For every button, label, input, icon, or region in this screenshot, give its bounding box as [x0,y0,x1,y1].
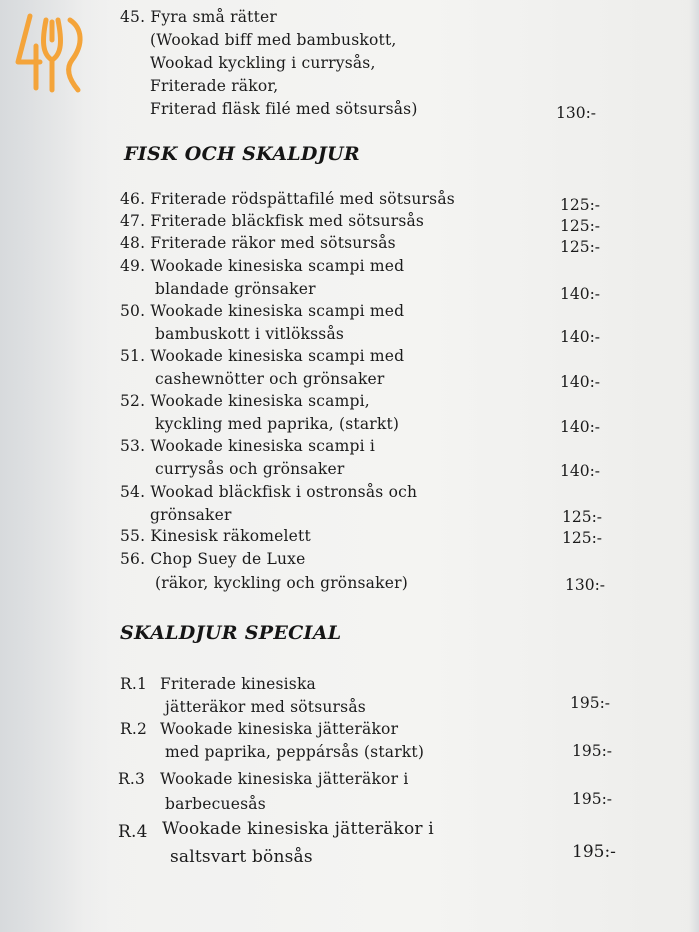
menu-item-r2-code: R.2 [120,720,148,738]
menu-item-47-price: 125:- [560,217,601,235]
menu-item-53-line-1: 53. Wookade kinesiska scampi i [120,437,376,455]
menu-item-51-price: 140:- [560,373,601,391]
section-title-fisk: FISK OCH SKALDJUR [124,143,360,165]
menu-item-45-line-4: Friterade räkor, [150,77,279,95]
menu-item-r2-line-1: Wookade kinesiska jätteräkor [160,720,399,738]
menu-item-r3-code: R.3 [118,770,146,788]
menu-item-45-price: 130:- [556,104,597,122]
menu-item-r2-line-2: med paprika, peppársås (starkt) [165,743,425,761]
menu-item-45-line-1: 45. Fyra små rätter [120,8,277,26]
menu-item-52-price: 140:- [560,418,601,436]
menu-item-r4-line-2: saltsvart bönsås [170,847,313,867]
menu-item-45-line-5: Friterad fläsk filé med sötsursås) [150,100,418,118]
menu-item-r4-code: R.4 [118,822,148,842]
menu-item-56-price: 130:- [565,576,606,594]
fork-knife-logo-icon [12,10,90,98]
menu-item-r4-price: 195:- [572,842,616,862]
menu-item-r4-line-1: Wookade kinesiska jätteräkor i [162,819,434,839]
menu-item-55: 55. Kinesisk räkomelett [120,527,311,545]
menu-item-56-line-2: (räkor, kyckling och grönsaker) [155,574,408,592]
menu-item-49-line-1: 49. Wookade kinesiska scampi med [120,257,405,275]
menu-item-49-price: 140:- [560,285,601,303]
menu-item-46-price: 125:- [560,196,601,214]
menu-item-54-line-1: 54. Wookad bläckfisk i ostronsås och [120,483,418,501]
menu-item-48: 48. Friterade räkor med sötsursås [120,234,396,252]
menu-item-48-price: 125:- [560,238,601,256]
menu-item-53-line-2: currysås och grönsaker [155,460,345,478]
menu-item-50-line-2: bambuskott i vitlökssås [155,325,345,343]
menu-item-54-line-2: grönsaker [150,506,232,524]
menu-item-r2-price: 195:- [572,742,613,760]
paper-edge [689,0,699,932]
menu-item-52-line-2: kyckling med paprika, (starkt) [155,415,400,433]
section-title-skaldjur-special: SKALDJUR SPECIAL [120,622,342,644]
menu-item-53-price: 140:- [560,462,601,480]
menu-item-52-line-1: 52. Wookade kinesiska scampi, [120,392,370,410]
menu-item-r1-line-2: jätteräkor med sötsursås [165,698,366,716]
menu-item-46: 46. Friterade rödspättafilé med sötsursås [120,190,455,208]
menu-item-50-line-1: 50. Wookade kinesiska scampi med [120,302,405,320]
menu-item-r1-code: R.1 [120,675,148,693]
paper-fold-shadow [0,0,112,932]
menu-item-51-line-1: 51. Wookade kinesiska scampi med [120,347,405,365]
menu-item-r3-price: 195:- [572,790,613,808]
menu-item-54-price: 125:- [562,508,603,526]
menu-item-50-price: 140:- [560,328,601,346]
menu-item-47: 47. Friterade bläckfisk med sötsursås [120,212,425,230]
menu-item-45-line-2: (Wookad biff med bambuskott, [150,31,397,49]
menu-item-r1-price: 195:- [570,694,611,712]
menu-item-r3-line-2: barbecuesås [165,795,266,813]
menu-item-r1-line-1: Friterade kinesiska [160,675,316,693]
menu-item-r3-line-1: Wookade kinesiska jätteräkor i [160,770,409,788]
menu-item-56-line-1: 56. Chop Suey de Luxe [120,550,306,568]
menu-item-49-line-2: blandade grönsaker [155,280,316,298]
menu-item-45-line-3: Wookad kyckling i currysås, [150,54,376,72]
menu-item-51-line-2: cashewnötter och grönsaker [155,370,385,388]
menu-item-55-price: 125:- [562,529,603,547]
